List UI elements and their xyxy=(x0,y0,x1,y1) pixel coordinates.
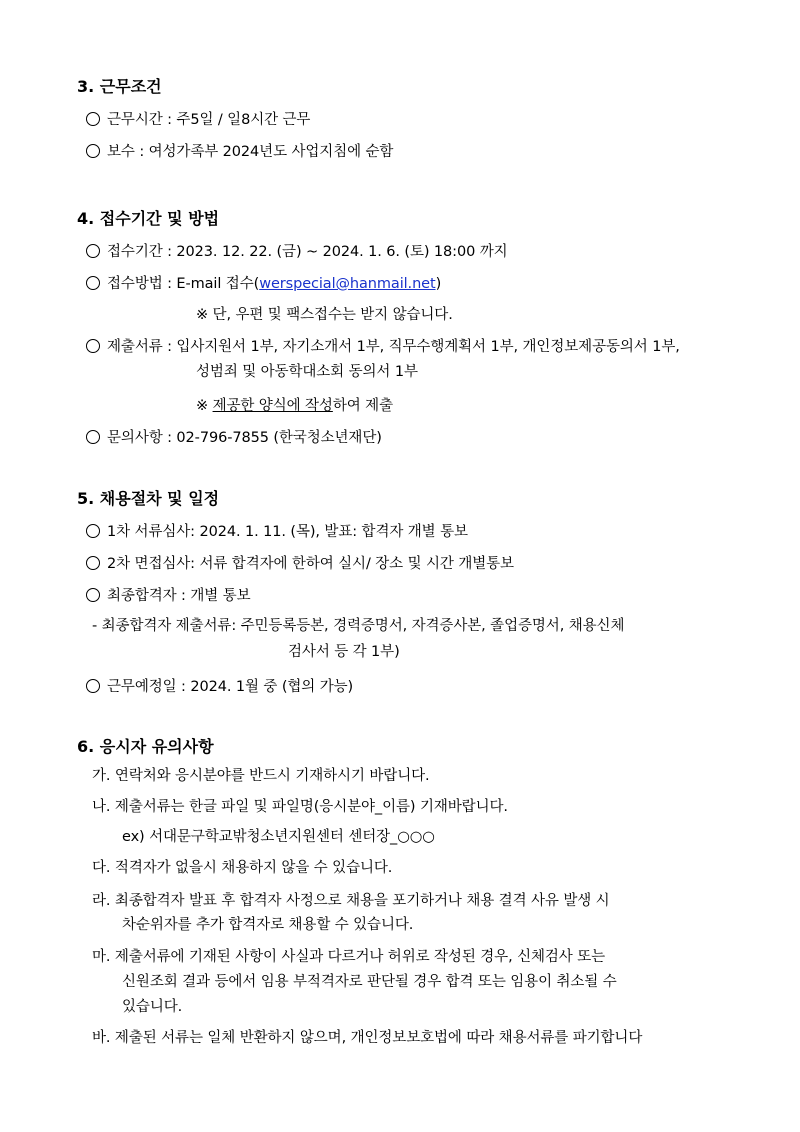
docs-note xyxy=(196,394,393,415)
work-hours-item xyxy=(86,108,310,129)
notice-na-example: ex) 서대문구학교밖청소년지원센터 센터장_○○○ xyxy=(122,829,435,845)
salary-text: 보수 : 여성가족부 2024년도 사업지침에 순함 xyxy=(107,144,394,160)
notice-na: 나. 제출서류는 한글 파일 및 파일명(응시분야_이름) 기재바랍니다. xyxy=(92,799,508,815)
screening-step-2 xyxy=(86,552,514,573)
docs-note-prefix: ※ xyxy=(196,398,213,414)
section-5-title: 5. 채용절차 및 일정 xyxy=(77,489,220,508)
inquiry-item xyxy=(86,426,382,447)
screening-step-1-text: 1차 서류심사: 2024. 1. 11. (목), 발표: 합격자 개별 통보 xyxy=(107,524,468,540)
notice-ra-cont: 차순위자를 추가 합격자로 채용할 수 있습니다. xyxy=(122,917,414,933)
bullet-circle-icon xyxy=(86,556,100,570)
required-docs-text-cont: 성범죄 및 아동학대소회 동의서 1부 xyxy=(196,364,418,380)
application-period-text: 접수기간 : 2023. 12. 22. (금) ~ 2024. 1. 6. (토) 18:00 까지 xyxy=(107,244,508,260)
email-link[interactable]: werspecial@hanmail.net xyxy=(259,276,436,292)
final-candidate-text: 최종합격자 : 개별 통보 xyxy=(107,588,251,604)
notice-da: 다. 적격자가 없을시 채용하지 않을 수 있습니다. xyxy=(92,860,393,876)
final-docs-text: - 최종합격자 제출서류: 주민등록등본, 경력증명서, 자격증사본, 졸업증명서, 채용신체 xyxy=(92,618,625,634)
bullet-circle-icon xyxy=(86,679,100,693)
bullet-circle-icon xyxy=(86,244,100,258)
application-period-item xyxy=(86,240,508,261)
bullet-circle-icon xyxy=(86,276,100,290)
application-method-item xyxy=(86,272,441,293)
bullet-circle-icon xyxy=(86,339,100,353)
required-docs-item xyxy=(86,335,680,356)
required-docs-text: 제출서류 : 입사지원서 1부, 자기소개서 1부, 직무수행계획서 1부, 개인정보제공동의서 1부, xyxy=(107,339,680,355)
notice-ra: 라. 최종합격자 발표 후 합격자 사정으로 채용을 포기하거나 채용 결격 사유 발생 시 xyxy=(92,893,610,909)
screening-step-2-text: 2차 면접심사: 서류 합격자에 한하여 실시/ 장소 및 시간 개별통보 xyxy=(107,556,514,572)
bullet-circle-icon xyxy=(86,430,100,444)
notice-ma-cont-2: 있습니다. xyxy=(122,999,183,1015)
bullet-circle-icon xyxy=(86,112,100,126)
final-docs-text-cont: 검사서 등 각 1부) xyxy=(288,644,400,660)
section-6-title: 6. 응시자 유의사항 xyxy=(77,737,214,756)
bullet-circle-icon xyxy=(86,144,100,158)
notice-ga: 가. 연락처와 응시분야를 반드시 기재하시기 바랍니다. xyxy=(92,768,430,784)
notice-ma: 마. 제출서류에 기재된 사항이 사실과 다르거나 허위로 작성된 경우, 신체검사 또는 xyxy=(92,949,606,965)
section-3-title: 3. 근무조건 xyxy=(77,77,162,96)
section-4-title: 4. 접수기간 및 방법 xyxy=(77,209,220,228)
docs-note-suffix: 하여 제출 xyxy=(332,398,393,414)
bullet-circle-icon xyxy=(86,588,100,602)
notice-ma-cont-1: 신원조회 결과 등에서 임용 부적격자로 판단될 경우 합격 또는 임용이 취소될 수 xyxy=(122,974,617,990)
work-hours-text: 근무시간 : 주5일 / 일8시간 근무 xyxy=(107,112,311,128)
notice-ba: 바. 제출된 서류는 일체 반환하지 않으며, 개인정보보호법에 따라 채용서류를 파기합니다 xyxy=(92,1030,643,1046)
docs-note-underlined: 제공한 양식에 작성 xyxy=(212,398,333,414)
salary-item xyxy=(86,140,393,161)
method-note: ※ 단, 우편 및 팩스접수는 받지 않습니다. xyxy=(196,307,453,323)
application-method-prefix: 접수방법 : E-mail 접수( xyxy=(107,276,260,292)
application-method-suffix: ) xyxy=(435,276,442,292)
final-candidate-item xyxy=(86,584,250,605)
screening-step-1 xyxy=(86,520,468,541)
bullet-circle-icon xyxy=(86,524,100,538)
start-date-item xyxy=(86,675,353,696)
inquiry-text: 문의사항 : 02-796-7855 (한국청소년재단) xyxy=(107,430,382,446)
start-date-text: 근무예정일 : 2024. 1월 중 (협의 가능) xyxy=(107,679,354,695)
